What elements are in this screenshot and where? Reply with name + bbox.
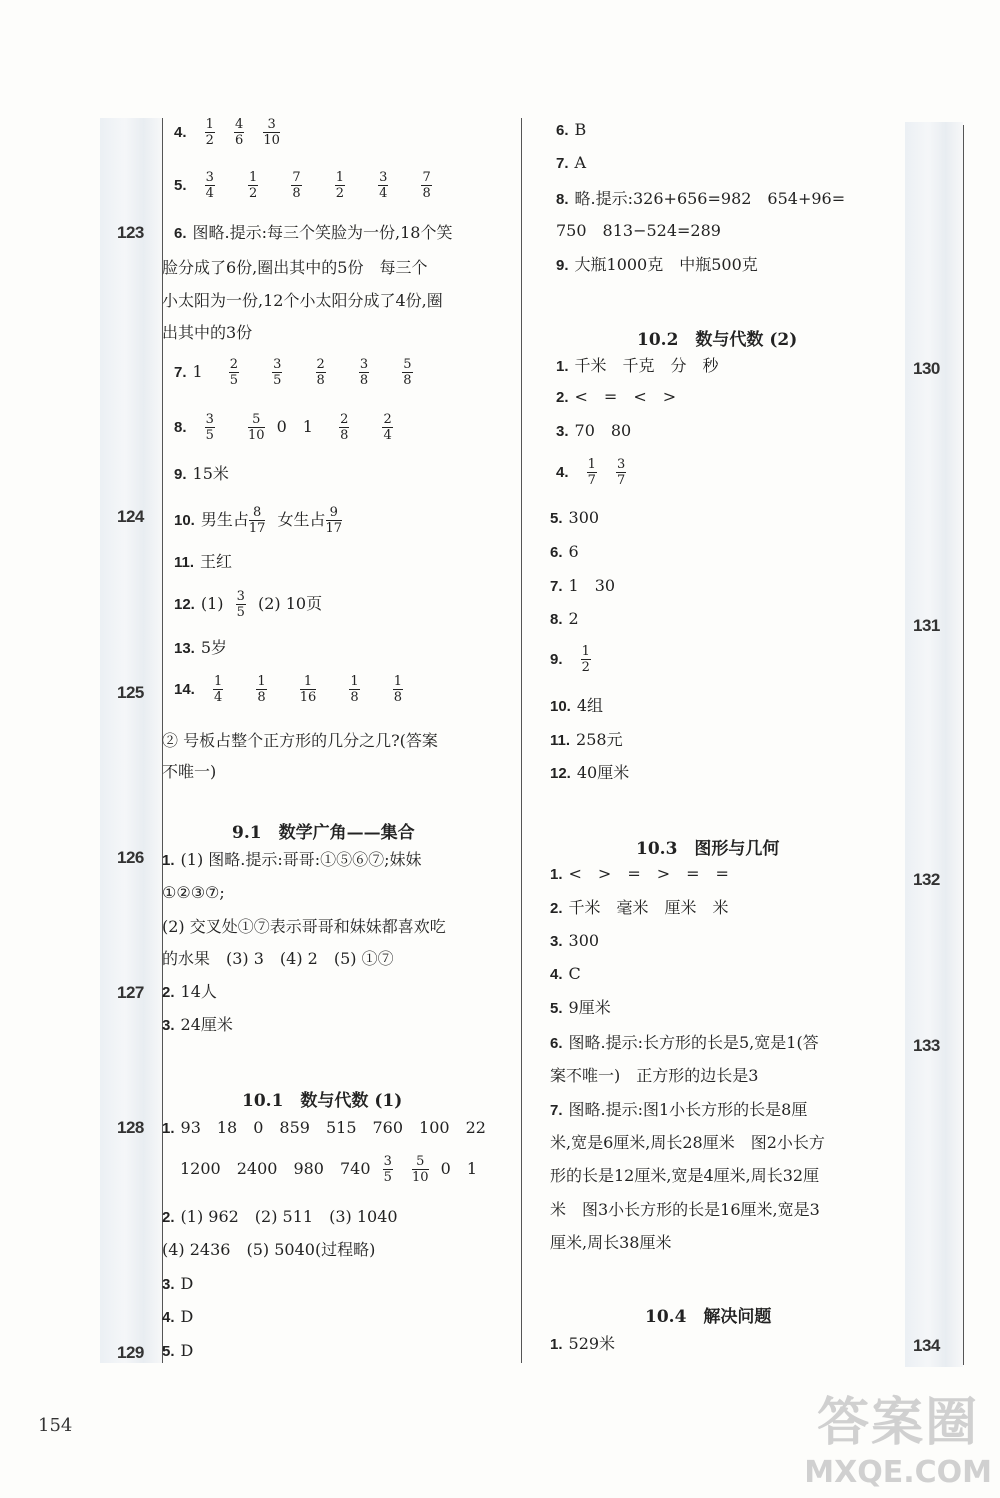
r-line: 2. 千米 毫米 厘米 米 bbox=[550, 898, 729, 917]
r-line: 米,宽是6厘米,周长28厘米 图2小长方 bbox=[550, 1133, 825, 1152]
s91-line: 1. (1) 图略.提示:哥哥:①⑤⑥⑦;妹妹 bbox=[162, 850, 422, 869]
s91-line: (2) 交叉处①⑦表示哥哥和妹妹都喜欢吃 bbox=[162, 917, 446, 936]
answer-6-line2: 脸分成了6份,圈出其中的5份 每三个 bbox=[162, 258, 428, 277]
section-heading-10-2: 10.2 数与代数 (2) bbox=[637, 330, 798, 350]
r-line: 7. 图略.提示:图1小长方形的长是8厘 bbox=[550, 1100, 808, 1119]
s101-line: 3. D bbox=[162, 1274, 194, 1293]
answer-13: 13. 5岁 bbox=[174, 638, 228, 657]
answer-6-line1: 6. 图略.提示:每三个笑脸为一份,18个笑 bbox=[174, 223, 453, 242]
r-line: 5. 9厘米 bbox=[550, 998, 611, 1017]
page-ref: 126 bbox=[117, 848, 144, 867]
r-line: 8. 略.提示:326+656=982 654+96= bbox=[556, 189, 846, 208]
r-line: 2. < = < > bbox=[556, 387, 677, 406]
page-ref: 131 bbox=[913, 616, 940, 635]
page-ref: 127 bbox=[117, 983, 144, 1002]
answer-10: 10. 男生占 $\frac{8}{17}$ 女生占 $\frac{9}{17}$ bbox=[174, 505, 343, 536]
answer-11: 11. 王红 bbox=[174, 552, 233, 571]
section-heading-10-1: 10.1 数与代数 (1) bbox=[242, 1091, 403, 1111]
section-heading-10-4: 10.4 解决问题 bbox=[645, 1307, 772, 1327]
page-number: 154 bbox=[38, 1415, 73, 1436]
answer-5: 5. $\frac{3}{4}$ $\frac{1}{2}$ $\frac{7}{8}$ $\frac{1}{2}$ $\frac{3}{4}$ $\frac{7}{8}$ bbox=[174, 170, 431, 201]
s91-line: 的水果 (3) 3 (4) 2 (5) ①⑦ bbox=[162, 949, 394, 968]
s91-line: ①②③⑦; bbox=[162, 883, 225, 902]
s101-line: 5. D bbox=[162, 1341, 194, 1360]
r-line: 6. 图略.提示:长方形的长是5,宽是1(答 bbox=[550, 1033, 819, 1052]
r-line: 10. 4组 bbox=[550, 696, 604, 715]
left-margin-strip bbox=[100, 118, 162, 1363]
answer-6-line4: 出其中的3份 bbox=[162, 323, 253, 342]
right-rule bbox=[963, 125, 964, 1365]
s91-line: 3. 24厘米 bbox=[162, 1015, 233, 1034]
r-line: 11. 258元 bbox=[550, 730, 623, 749]
s101-line: 1. 93 18 0 859 515 760 100 22 bbox=[162, 1118, 486, 1137]
section-heading-9-1: 9.1 数学广角——集合 bbox=[232, 823, 415, 843]
answer-14-note-line2: 不唯一) bbox=[162, 762, 217, 781]
answer-4: 4. $\frac{1}{2}$ $\frac{4}{6}$ $\frac{3}{10}$ bbox=[174, 117, 280, 148]
section-heading-10-3: 10.3 图形与几何 bbox=[636, 839, 780, 859]
r-line: 1. 千米 千克 分 秒 bbox=[556, 356, 719, 375]
r-line: 厘米,周长38厘米 bbox=[550, 1233, 672, 1252]
page-ref: 132 bbox=[913, 870, 940, 889]
r-line: 7. 1 30 bbox=[550, 576, 616, 595]
s101-line: 1200 2400 980 740 $\frac{3}{5}$ $\frac{5}{10}$ 0 1 bbox=[180, 1154, 478, 1185]
s101-line: (4) 2436 (5) 5040(过程略) bbox=[162, 1240, 376, 1259]
r-line: 1. 529米 bbox=[550, 1334, 616, 1353]
column-divider bbox=[521, 118, 522, 1363]
answer-14-note-line1: ② 号板占整个正方形的几分之几?(答案 bbox=[162, 731, 438, 750]
r-line: 案不唯一) 正方形的边长是3 bbox=[550, 1066, 759, 1085]
r-line: 6. B bbox=[556, 120, 587, 139]
s91-line: 2. 14人 bbox=[162, 982, 217, 1001]
watermark-logo: 答案圈 MXQE.COM bbox=[804, 1393, 992, 1490]
page-ref: 124 bbox=[117, 507, 144, 526]
answer-12: 12. (1) $\frac{3}{5}$ (2) 10页 bbox=[174, 589, 323, 620]
s101-line: 2. (1) 962 (2) 511 (3) 1040 bbox=[162, 1207, 398, 1226]
r-line: 3. 70 80 bbox=[556, 421, 632, 440]
answer-7: 7. 1 $\frac{2}{5}$ $\frac{3}{5}$ $\frac{2}{8}$ $\frac{3}{8}$ $\frac{5}{8}$ bbox=[174, 357, 412, 388]
r-line: 形的长是12厘米,宽是4厘米,周长32厘 bbox=[550, 1166, 820, 1185]
r-line: 8. 2 bbox=[550, 609, 579, 628]
r-line: 9. 大瓶1000克 中瓶500克 bbox=[556, 255, 758, 274]
r-line: 3. 300 bbox=[550, 931, 600, 950]
answer-14: 14. $\frac{1}{4}$ $\frac{1}{8}$ $\frac{1}{16}$ $\frac{1}{8}$ $\frac{1}{8}$ bbox=[174, 674, 402, 705]
r-line: 6. 6 bbox=[550, 542, 579, 561]
r-line: 750 813−524=289 bbox=[556, 221, 721, 240]
r-line: 4. C bbox=[550, 964, 581, 983]
r-line: 米 图3小长方形的长是16厘米,宽是3 bbox=[550, 1200, 820, 1219]
r-line: 7. A bbox=[556, 153, 587, 172]
r-line: 1. < > = > = = bbox=[550, 864, 729, 883]
r-line: 5. 300 bbox=[550, 508, 600, 527]
page-ref: 129 bbox=[117, 1343, 144, 1362]
page-ref: 123 bbox=[117, 223, 144, 242]
answer-8: 8. $\frac{3}{5}$ $\frac{5}{10}$ 0 1 $\frac{2}{8}$ $\frac{2}{4}$ bbox=[174, 412, 392, 443]
r-line: 9. $\frac{1}{2}$ bbox=[550, 644, 590, 675]
s101-line: 4. D bbox=[162, 1307, 194, 1326]
right-margin-strip bbox=[905, 122, 963, 1367]
r-line: 4. $\frac{1}{7}$ $\frac{3}{7}$ bbox=[556, 457, 626, 488]
page-ref: 134 bbox=[913, 1336, 940, 1355]
page-ref: 133 bbox=[913, 1036, 940, 1055]
r-line: 12. 40厘米 bbox=[550, 763, 630, 782]
page-ref: 128 bbox=[117, 1118, 144, 1137]
answer-6-line3: 小太阳为一份,12个小太阳分成了4份,圈 bbox=[162, 291, 443, 310]
answer-9: 9. 15米 bbox=[174, 464, 229, 483]
page-ref: 125 bbox=[117, 683, 144, 702]
page-ref: 130 bbox=[913, 359, 940, 378]
